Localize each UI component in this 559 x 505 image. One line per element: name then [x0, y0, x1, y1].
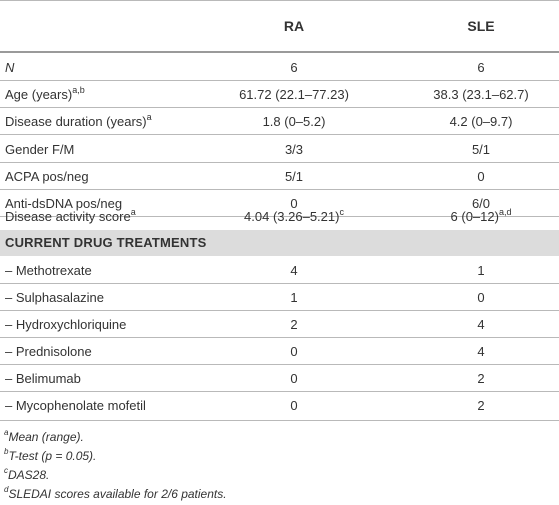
section-title: CURRENT DRUG TREATMENTS [5, 235, 207, 250]
table-row [0, 203, 559, 230]
table-bottom-rule [0, 420, 559, 421]
row-label: Disease duration (years)$^a$ [5, 111, 152, 129]
drug-ra-value: 1 [290, 290, 298, 305]
row-divider [0, 134, 559, 135]
section-header-drug-treatments [0, 230, 559, 256]
table-row [0, 54, 559, 81]
drug-row [0, 257, 559, 284]
drug-ra-value: 0 [290, 344, 298, 359]
footnote: $^c$DAS28. [4, 466, 50, 482]
drug-row [0, 284, 559, 311]
row-ra-value: 0 [290, 196, 298, 211]
table-row [0, 163, 559, 190]
drug-ra-value: 4 [290, 263, 298, 278]
row-label: Age (years)$^{a,b}$ [5, 84, 85, 102]
drug-label: – Methotrexate [5, 263, 92, 278]
row-ra-value: 4.04 $(3.26-5.21)^c$ [244, 206, 344, 224]
row-sle-value: 6 [477, 60, 485, 75]
drug-row [0, 311, 559, 338]
row-sle-value: 4.2 (0–9.7) [449, 114, 513, 129]
table-row [0, 81, 559, 108]
row-label: N [5, 60, 15, 75]
header-ra: RA [283, 18, 305, 34]
drug-ra-value: 2 [290, 317, 298, 332]
drug-label: – Belimumab [5, 371, 81, 386]
drug-row [0, 338, 559, 365]
row-label: Gender F/M [5, 142, 75, 157]
footnote: $^b$T-test (p = 0.05). [4, 447, 97, 463]
row-label: ACPA pos/neg [5, 169, 89, 184]
drug-sle-value: 1 [477, 263, 485, 278]
row-sle-value: 38.3 (23.1–62.7) [433, 87, 529, 102]
drug-sle-value: 2 [477, 371, 485, 386]
row-sle-value: 0 [477, 169, 485, 184]
row-label: Anti-dsDNA pos/neg [5, 196, 123, 211]
footnote: $^d$SLEDAI scores available for 2/6 patients. [4, 485, 227, 501]
row-ra-value: 5/1 [284, 169, 304, 184]
drug-sle-value: 2 [477, 398, 485, 413]
drug-ra-value: 0 [290, 398, 298, 413]
drug-label: – Prednisolone [5, 344, 92, 359]
drug-row [0, 365, 559, 392]
drug-sle-value: 4 [477, 317, 485, 332]
table-header-row [0, 13, 559, 40]
drug-row [0, 392, 559, 419]
row-sle-value: 5/1 [471, 142, 491, 157]
footnote: $^a$Mean (range). [4, 428, 84, 444]
drug-sle-value: 0 [477, 290, 485, 305]
row-ra-value: 6 [290, 60, 298, 75]
drug-ra-value: 0 [290, 371, 298, 386]
table-top-rule [0, 0, 559, 1]
drug-sle-value: 4 [477, 344, 485, 359]
drug-label: – Mycophenolate mofetil [5, 398, 146, 413]
drug-label: – Sulphasalazine [5, 290, 105, 305]
row-label: Disease activity score$^a$ [5, 206, 136, 224]
row-sle-value: 6/0 [471, 196, 491, 211]
row-ra-value: 3/3 [284, 142, 304, 157]
footnotes [4, 428, 554, 504]
header-sle: SLE [467, 18, 495, 34]
table-row [0, 136, 559, 163]
table-row [0, 108, 559, 135]
header-rule [0, 51, 559, 53]
row-ra-value: 1.8 (0–5.2) [262, 114, 326, 129]
row-sle-value: 6 $(0-12)^{a,d}$ [450, 206, 512, 224]
row-ra-value: 61.72 (22.1–77.23) [239, 87, 349, 102]
drug-label: – Hydroxychloriquine [5, 317, 127, 332]
